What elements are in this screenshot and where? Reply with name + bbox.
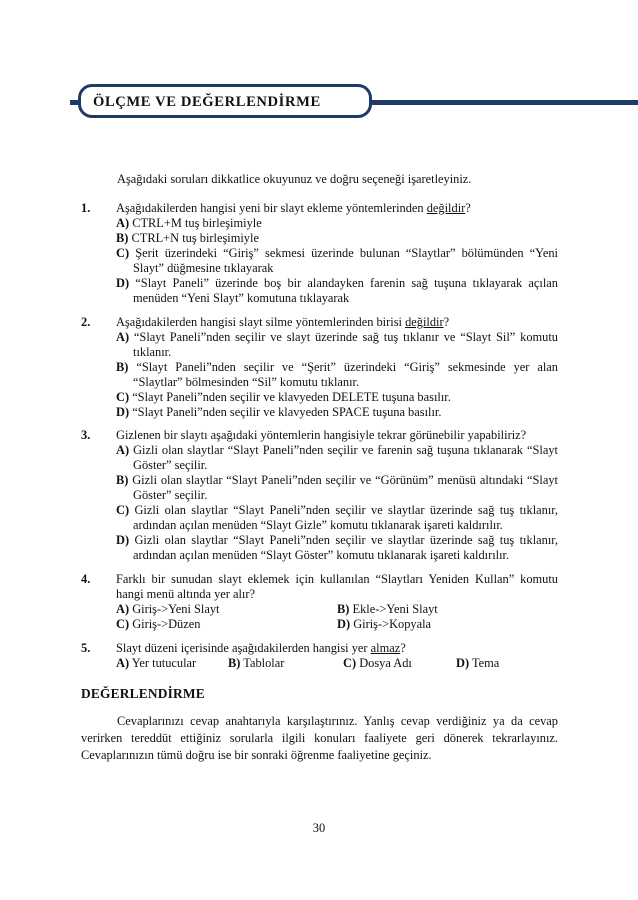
question-text: Farklı bir sunudan slayt eklemek için kullanılan “Slaytları Yeniden Kullan” komutu hangi menü altında yer alır? <box>116 572 558 601</box>
option-d: D) Giriş->Kopyala <box>337 617 432 631</box>
question-text: Slayt düzeni içerisinde aşağıdakilerden hangisi yer almaz? <box>116 641 406 655</box>
question-5 <box>81 641 558 671</box>
option-b: B) CTRL+N tuş birleşimiyle <box>116 231 259 245</box>
question-number: 5. <box>81 641 91 655</box>
question-1 <box>81 201 558 306</box>
evaluation-text: Cevaplarınızı cevap anahtarıyla karşılaştırınız. Yanlış cevap verdiğiniz ya da cevap verirken tereddüt ettiğiniz sorularla ilgili konuları faaliyete geri dönerek tekrarlayınız. Cevaplarınızın tümü doğru ise bir sonraki öğrenme faaliyetine geçiniz. <box>81 714 558 762</box>
question-text: Gizlenen bir slaytı aşağıdaki yöntemlerin hangisiyle tekrar görünebilir yapabiliriz? <box>116 428 527 442</box>
option-a: A) Gizli olan slaytlar “Slayt Paneli”nden seçilir ve farenin sağ tuşuna tıklanarak “Slayt Göster” seçilir. <box>116 443 558 472</box>
instructions: Aşağıdaki soruları dikkatlice okuyunuz ve doğru seçeneği işaretleyiniz. <box>117 172 472 186</box>
section-title: ÖLÇME VE DEĞERLENDİRME <box>93 94 321 110</box>
question-4 <box>81 572 558 632</box>
option-a: A) Giriş->Yeni Slayt <box>116 602 220 616</box>
options-row <box>116 602 558 617</box>
section-header <box>78 84 372 118</box>
question-text: Aşağıdakilerden hangisi slayt silme yöntemlerinden birisi değildir? <box>116 315 450 329</box>
option-c: C) “Slayt Paneli”nden seçilir ve klavyeden DELETE tuşuna basılır. <box>116 390 451 404</box>
page-number: 30 <box>312 821 326 835</box>
option-b: B) Gizli olan slaytlar “Slayt Paneli”nden seçilir ve “Görünüm” menüsü altındaki “Slayt Göster” seçilir. <box>116 473 558 502</box>
option-c: C) Dosya Adı <box>343 656 412 670</box>
option-d: D) Tema <box>456 656 500 670</box>
option-a: A) “Slayt Paneli”nden seçilir ve slayt üzerinde sağ tuş tıklanır ve “Slayt Sil” komutu tıklanır. <box>116 330 558 359</box>
option-c: C) Şerit üzerindeki “Giriş” sekmesi üzerinde bulunan “Slaytlar” bölümünden “Yeni Slayt” düğmesine tıklayarak <box>116 246 558 275</box>
option-b: B) Tablolar <box>228 656 285 670</box>
evaluation-title: DEĞERLENDİRME <box>81 686 205 701</box>
option-d: D) Gizli olan slaytlar “Slayt Paneli”nden seçilir ve slaytlar üzerinde sağ tuş tıklanır, ardından açılan menüden “Slayt Göster” komutu tıklanarak işareti kaldırılır. <box>116 533 558 562</box>
question-number: 1. <box>81 201 91 215</box>
option-a: A) Yer tutucular <box>116 656 197 670</box>
options-row <box>116 656 558 671</box>
question-text: Aşağıdakilerden hangisi yeni bir slayt ekleme yöntemlerinden değildir? <box>116 201 471 215</box>
option-d: D) “Slayt Paneli”nden seçilir ve klavyeden SPACE tuşuna basılır. <box>116 405 442 419</box>
question-number: 2. <box>81 315 91 329</box>
question-3 <box>81 428 558 563</box>
question-number: 3. <box>81 428 91 442</box>
option-b: B) “Slayt Paneli”nden seçilir ve “Şerit” üzerindeki “Giriş” sekmesinde yer alan “Slaytlar” bölmesinden “Sil” komutu tıklanır. <box>116 360 558 389</box>
question-2 <box>81 315 558 420</box>
option-c: C) Gizli olan slaytlar “Slayt Paneli”nden seçilir ve slaytlar üzerinde sağ tuş tıklanır, ardından açılan menüden “Slayt Gizle” komutu tıklanarak işareti kaldırılır. <box>116 503 558 532</box>
option-d: D) “Slayt Paneli” üzerinde boş bir alandayken farenin sağ tuşuna tıklayarak açılan menüden “Yeni Slayt” komutuna tıklayarak <box>116 276 558 305</box>
options-row <box>116 617 558 632</box>
question-number: 4. <box>81 572 91 586</box>
option-b: B) Ekle->Yeni Slayt <box>337 602 438 616</box>
option-a: A) CTRL+M tuş birleşimiyle <box>116 216 262 230</box>
option-c: C) Giriş->Düzen <box>116 617 201 631</box>
